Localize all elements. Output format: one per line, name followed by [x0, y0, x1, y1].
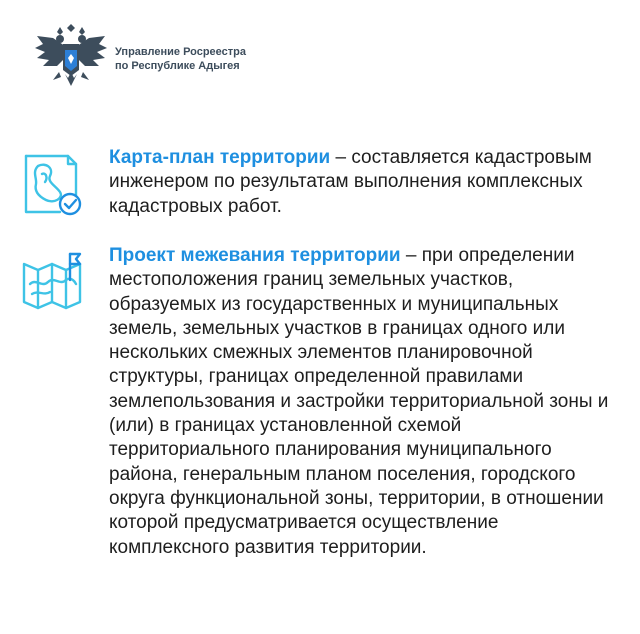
double-headed-eagle-emblem-icon [33, 24, 109, 94]
org-name-line2: по Республике Адыгея [115, 60, 240, 72]
org-name-line1: Управление Росреестра [115, 46, 246, 58]
definition-body-map-plan: – составляется кадастровым инженером по результатам выполнения комплексных кадастровых работ. [109, 147, 592, 217]
org-name [115, 45, 246, 73]
folded-map-flag-icon [20, 250, 86, 316]
cadastral-map-check-icon [20, 152, 86, 218]
term-survey-project: Проект межевания территории [109, 245, 401, 266]
header [33, 24, 246, 94]
definition-body-survey-project: – при определении местоположения границ земельных участков, образуемых из государственных и муниципальных земель, земельных участков в границах одного или нескольких смежных элементов планировочной структуры, границах определенной правилами землепользования и застройки территориальной зоны и (или) в границах установленной схемой территориального планирования муниципального района, генеральным планом поселения, городского округа функциональной зоны, территории, в отношении которой предусматривается осуществление комплексного развития территории. [109, 245, 609, 558]
term-map-plan: Карта-план территории [109, 147, 331, 168]
definition-text [109, 146, 609, 219]
definition-text [109, 244, 609, 560]
